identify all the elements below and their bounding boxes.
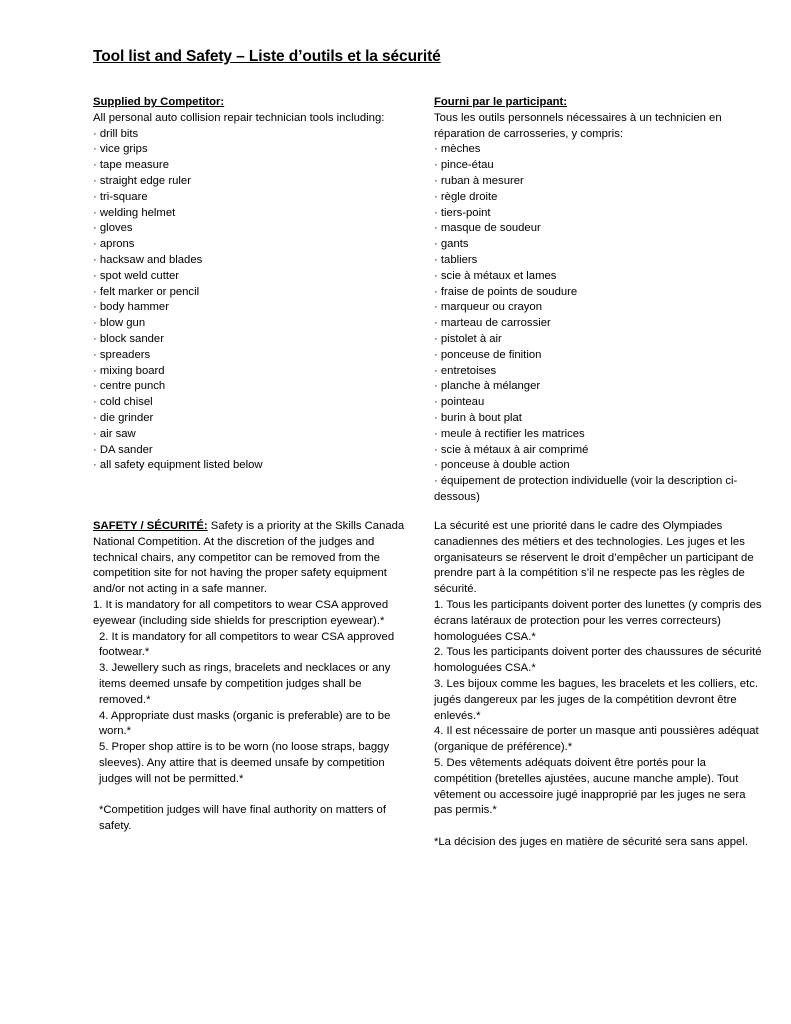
spacer — [93, 788, 415, 804]
safety-rules-en — [93, 598, 415, 788]
tool-item-en: · air saw — [93, 427, 136, 440]
tool-item-en: · blow gun — [93, 317, 146, 330]
safety-note-en: *Competition judges will have final authority on matters of safety. — [99, 804, 386, 833]
tool-item-en: · mixing board — [93, 364, 165, 377]
tool-item-en: · straight edge ruler — [93, 174, 191, 187]
tool-item-en: · die grinder — [93, 411, 154, 424]
tools-intro-en: All personal auto collision repair technician tools including: — [93, 111, 385, 124]
tool-item-fr: · mèches — [434, 143, 481, 156]
safety-rule-fr: 1. Tous les participants doivent porter des lunettes (y compris des écrans latéraux de protection pour les verres correcteurs) homologuées CSA.* — [434, 598, 762, 643]
tool-item-fr: · scie à métaux à air comprimé — [434, 443, 589, 456]
safety-section-fr — [434, 519, 764, 851]
tool-item-fr: · pistolet à air — [434, 332, 502, 345]
tool-item-en: · spreaders — [93, 348, 151, 361]
safety-intro-text-en: Safety is a priority at the Skills Canada National Competition. At the discretion of the judges and technical chairs, any competitor can be removed from the competition site for not having the proper safety equipment and/or not acting in a safe manner. — [93, 520, 405, 596]
tool-item-en: · DA sander — [93, 443, 153, 456]
tool-item-fr: · tiers-point — [434, 206, 491, 219]
tool-item-en: · spot weld cutter — [93, 269, 180, 282]
safety-rule-en: 2. It is mandatory for all competitors to wear CSA approved footwear.* — [99, 630, 395, 659]
safety-rule-en: 1. It is mandatory for all competitors to wear CSA approved eyewear (including side shields for prescription eyewear).* — [93, 598, 389, 627]
tool-item-en: · welding helmet — [93, 206, 176, 219]
tool-item-fr: · marqueur ou crayon — [434, 301, 542, 314]
tool-item-en: · drill bits — [93, 127, 139, 140]
tool-item-fr: · meule à rectifier les matrices — [434, 427, 585, 440]
tools-heading-en: Supplied by Competitor: — [93, 96, 225, 108]
tools-section-fr — [434, 95, 764, 506]
safety-rule-fr: 4. Il est nécessaire de porter un masque anti poussières adéquat (organique de préférence).* — [434, 725, 759, 754]
tool-item-en: · cold chisel — [93, 396, 153, 409]
tools-list-fr — [434, 142, 764, 505]
safety-rules-fr — [434, 598, 764, 819]
tool-item-fr: · tabliers — [434, 253, 478, 266]
tools-list-en — [93, 127, 415, 475]
tool-item-fr: · scie à métaux et lames — [434, 269, 557, 282]
tool-item-fr: · règle droite — [434, 190, 498, 203]
safety-rule-en: 5. Proper shop attire is to be worn (no loose straps, baggy sleeves). Any attire that is deemed unsafe by competition judges will not be permitted.* — [99, 741, 390, 785]
tools-section-en — [93, 95, 415, 474]
spacer — [434, 819, 764, 835]
safety-section-en — [93, 519, 415, 835]
tool-item-en: · hacksaw and blades — [93, 253, 203, 266]
safety-rule-en: 3. Jewellery such as rings, bracelets and necklaces or any items deemed unsafe by competition judges shall be removed.* — [99, 662, 391, 706]
tool-item-fr: · ponceuse de finition — [434, 348, 542, 361]
tool-item-fr: · ponceuse à double action — [434, 459, 570, 472]
tool-item-fr: · planche à mélanger — [434, 380, 541, 393]
tool-item-fr: · fraise de points de soudure — [434, 285, 578, 298]
tool-item-en: · body hammer — [93, 301, 169, 314]
tool-item-en: · vice grips — [93, 143, 148, 156]
tool-item-en: · tape measure — [93, 159, 169, 172]
tool-item-en: · all safety equipment listed below — [93, 459, 263, 472]
tool-item-fr: · masque de soudeur — [434, 222, 541, 235]
safety-rule-fr: 2. Tous les participants doivent porter des chaussures de sécurité homologuées CSA.* — [434, 646, 762, 675]
tool-item-fr: · gants — [434, 238, 469, 251]
tool-item-fr: · entretoises — [434, 364, 497, 377]
tool-item-fr: · burin à bout plat — [434, 411, 522, 424]
tool-item-en: · felt marker or pencil — [93, 285, 200, 298]
safety-rule-en: 4. Appropriate dust masks (organic is preferable) are to be worn.* — [99, 709, 391, 738]
tool-item-fr: · ruban à mesurer — [434, 174, 524, 187]
tools-heading-fr: Fourni par le participant: — [434, 96, 568, 108]
tool-item-fr: · équipement de protection individuelle (voir la description ci-dessous) — [434, 475, 738, 503]
tool-item-en: · aprons — [93, 238, 135, 251]
tool-item-fr: · pince-étau — [434, 159, 494, 172]
tool-item-en: · block sander — [93, 332, 164, 345]
safety-heading-en: SAFETY / SÉCURITÉ: — [93, 520, 208, 532]
page-title: Tool list and Safety – Liste d’outils et la sécurité — [93, 48, 441, 65]
safety-note-fr: *La décision des juges en matière de sécurité sera sans appel. — [434, 835, 748, 848]
safety-intro-fr: La sécurité est une priorité dans le cadre des Olympiades canadiennes des métiers et des technologies. Les juges et les organisateurs se réservent le droit d’empêcher un participant de prendre part à la compétition s’il ne respecte pas les règles de sécurité. — [434, 520, 754, 596]
safety-rule-fr: 3. Les bijoux comme les bagues, les bracelets et les colliers, etc. jugés dangereux par les juges de la compétition devront être enlevés.* — [434, 677, 758, 722]
tool-item-fr: · marteau de carrossier — [434, 317, 551, 330]
tool-item-en: · centre punch — [93, 380, 166, 393]
safety-intro-en — [93, 519, 415, 598]
tool-item-en: · tri-square — [93, 190, 148, 203]
tool-item-en: · gloves — [93, 222, 133, 235]
tool-item-fr: · pointeau — [434, 396, 485, 409]
tools-intro-fr: Tous les outils personnels nécessaires à un technicien en réparation de carrosseries, y compris: — [434, 111, 722, 140]
safety-rule-fr: 5. Des vêtements adéquats doivent être portés pour la compétition (bretelles ajustées, aucune manche ample). Tout vêtement ou accessoire jugé inapproprié par les juges ne sera pas permis.* — [434, 756, 746, 817]
